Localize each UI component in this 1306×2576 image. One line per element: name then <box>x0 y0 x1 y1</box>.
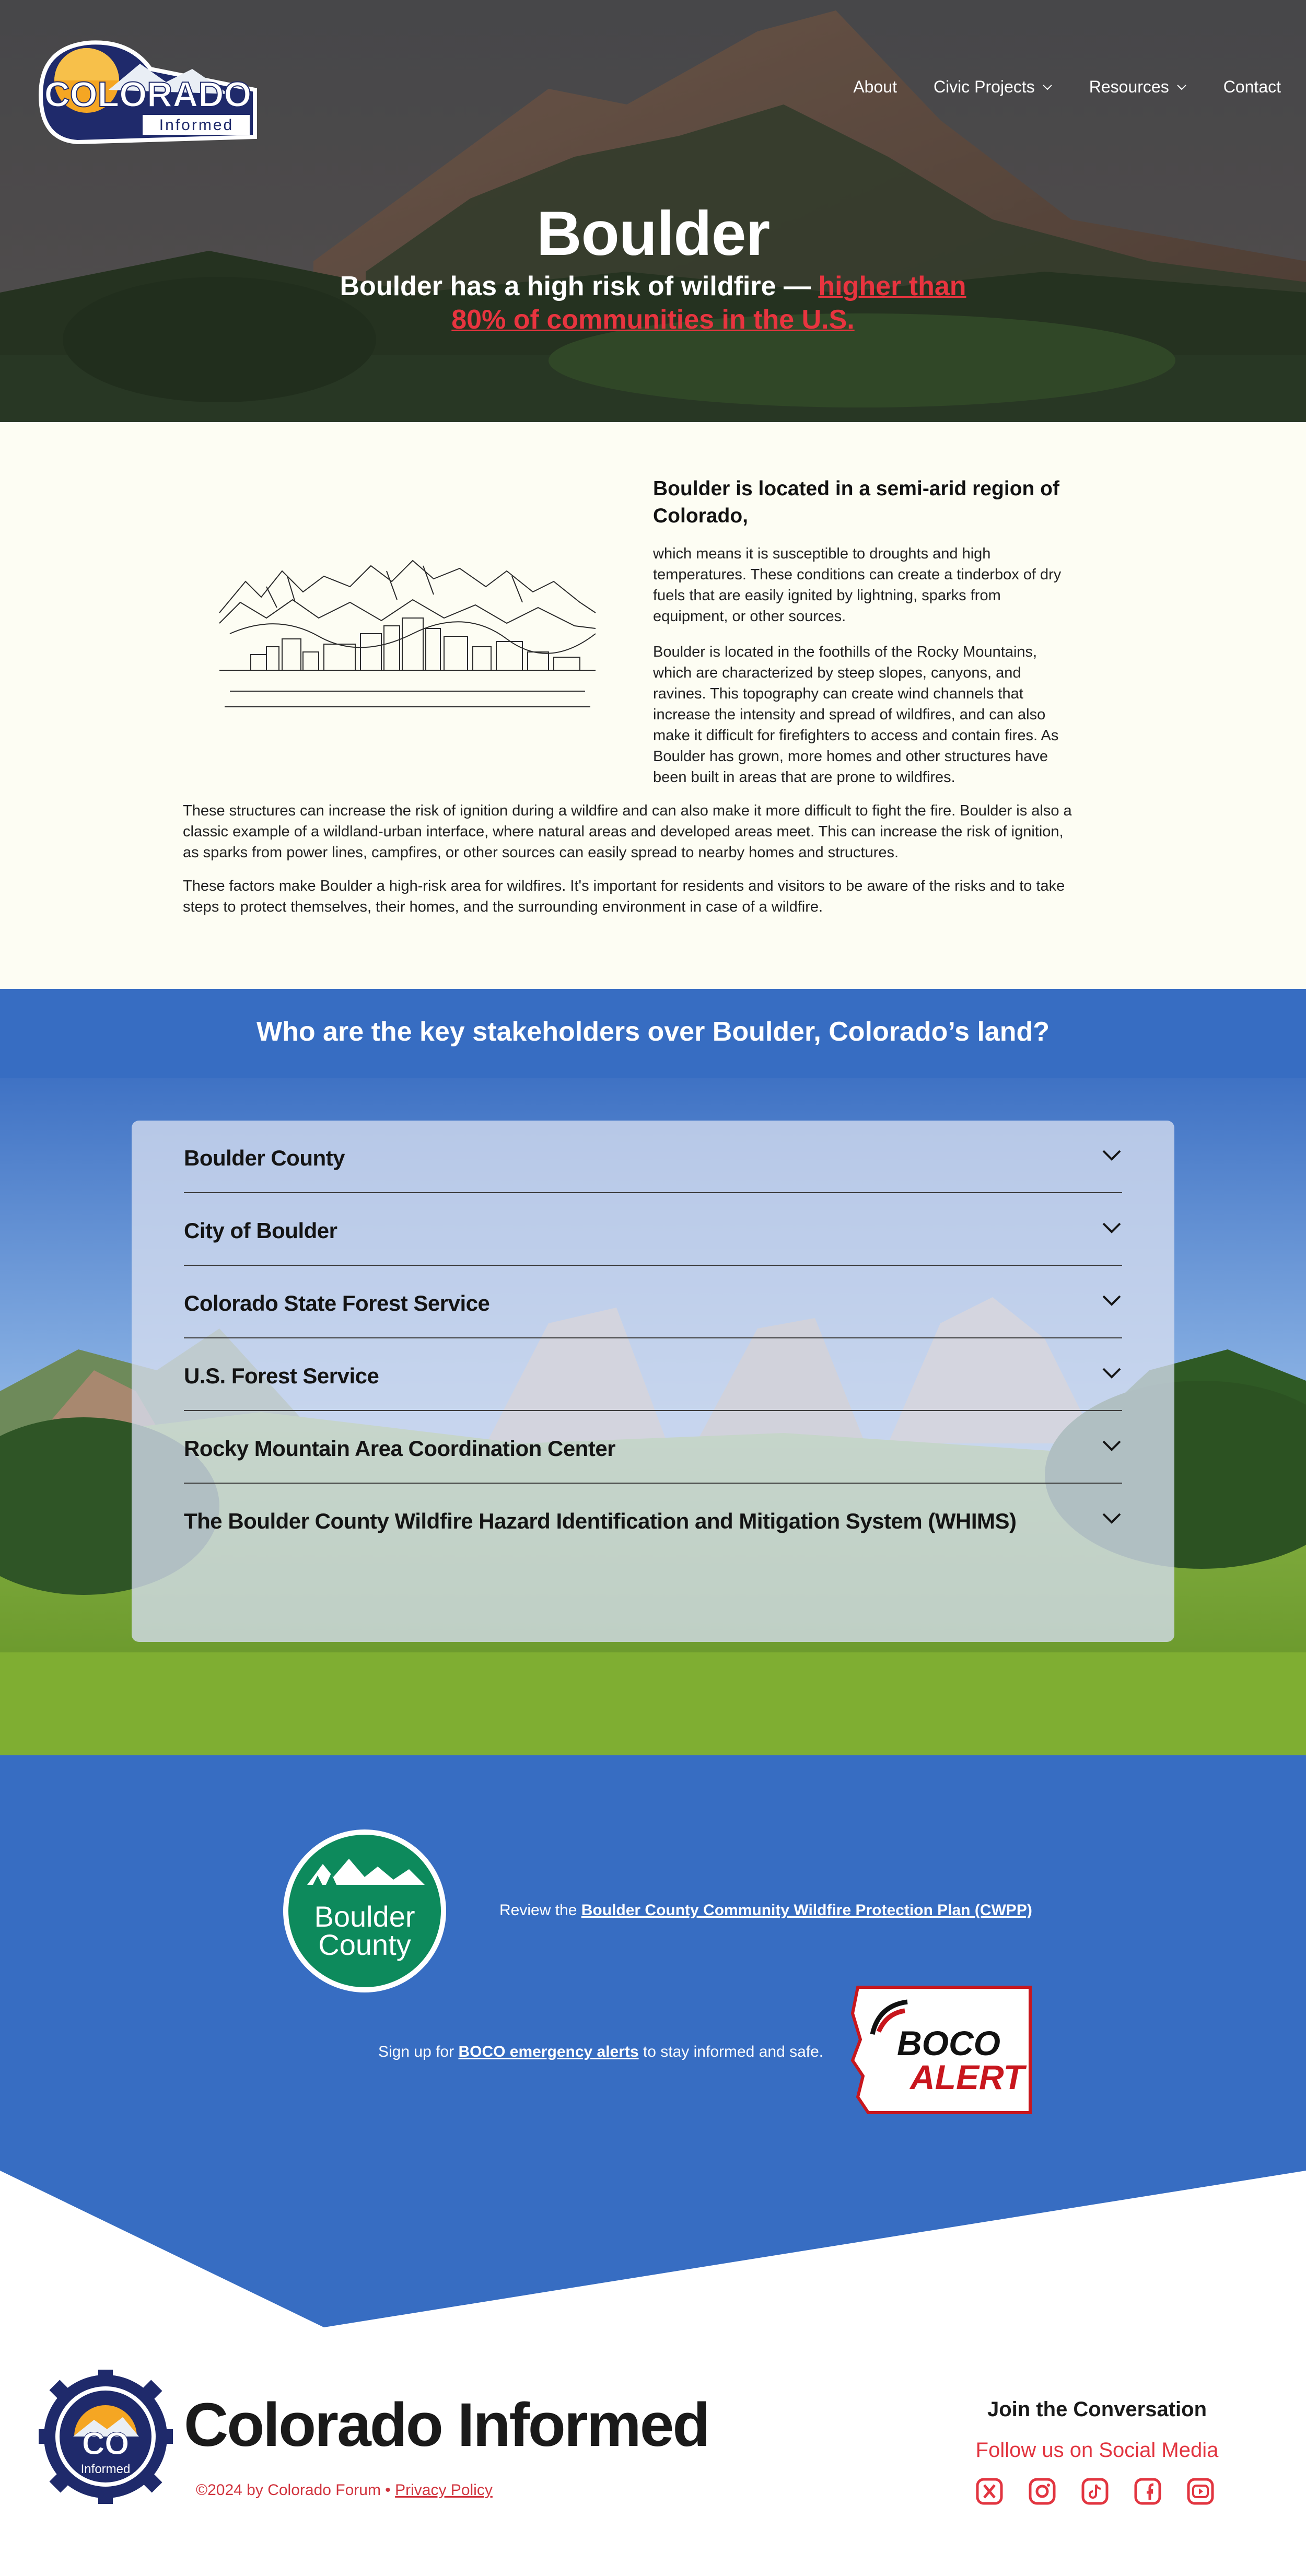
svg-text:ALERT: ALERT <box>910 2058 1024 2096</box>
accordion-item-label: Boulder County <box>184 1146 345 1170</box>
nav-contact[interactable] <box>1223 77 1281 97</box>
chevron-down-icon <box>1101 1220 1122 1235</box>
resources-background <box>0 1755 1306 2330</box>
accordion-item-us-forest-service[interactable] <box>184 1338 1122 1411</box>
accordion-item-label: The Boulder County Wildfire Hazard Identification and Mitigation System (WHIMS) <box>184 1509 1017 1533</box>
boulder-skyline-illustration <box>214 550 601 712</box>
nav-civic-projects-label: Civic Projects <box>933 77 1035 96</box>
alerts-prefix: Sign up for <box>378 2043 459 2060</box>
accordion-item-city-of-boulder[interactable] <box>184 1193 1122 1266</box>
info-paragraph: Boulder is located in the foothills of the Rocky Mountains, which are characterized by steep slopes, canyons, and ravines. This topography can create wind channels that increase the intensity and spread of wildfires, and can also make it difficult for firefighters to access and contain fires. As Boulder has grown, more homes and other structures have been built in areas that are prone to wildfires. <box>653 644 1059 786</box>
copyright-text: ©2024 by Colorado Forum • <box>196 2481 395 2499</box>
svg-text:COLORADO: COLORADO <box>44 75 252 114</box>
svg-text:CO: CO <box>82 2426 129 2461</box>
footer-copyright <box>196 2481 493 2499</box>
accordion-item-csfs[interactable] <box>184 1266 1122 1338</box>
info-paragraph: These factors make Boulder a high-risk area for wildfires. It's important for residents and visitors to be aware of the risks and to take steps to protect themselves, their homes, and the surrounding environment in case of a wildfire. <box>183 878 1065 915</box>
nav-about[interactable] <box>853 77 897 97</box>
main-nav <box>853 77 1281 97</box>
accordion-item-label: Colorado State Forest Service <box>184 1291 490 1315</box>
cwpp-prefix: Review the <box>499 1902 581 1919</box>
hero-subtitle-highlight: higher than 80% of communities in the U.S. <box>451 271 966 335</box>
alerts-suffix: to stay informed and safe. <box>638 2043 824 2060</box>
youtube-icon[interactable] <box>1187 2478 1214 2505</box>
hero-section <box>0 0 1306 422</box>
x-icon[interactable] <box>976 2478 1003 2505</box>
nav-resources-label: Resources <box>1089 77 1169 96</box>
chevron-down-icon <box>1042 84 1053 91</box>
colorado-informed-badge[interactable] <box>37 2368 175 2506</box>
social-links <box>976 2478 1214 2505</box>
stakeholders-header <box>0 989 1306 1078</box>
svg-text:Informed: Informed <box>159 116 234 134</box>
tiktok-icon[interactable] <box>1081 2478 1109 2505</box>
chevron-down-icon <box>1101 1148 1122 1162</box>
hero-subtitle <box>334 270 972 336</box>
nav-civic-projects[interactable] <box>934 77 1053 97</box>
chevron-down-icon <box>1101 1511 1122 1525</box>
svg-text:BOCO: BOCO <box>897 2024 1000 2062</box>
info-section <box>0 422 1306 989</box>
svg-text:Boulder: Boulder <box>314 1900 415 1933</box>
boulder-county-logo[interactable] <box>281 1827 448 1995</box>
svg-text:County: County <box>318 1928 411 1961</box>
nav-resources[interactable] <box>1089 77 1187 97</box>
chevron-down-icon <box>1176 84 1187 91</box>
accordion-item-label: Rocky Mountain Area Coordination Center <box>184 1436 616 1461</box>
chevron-down-icon <box>1101 1366 1122 1380</box>
info-paragraph: These structures can increase the risk of ignition during a wildfire and can also make it more difficult to fight the fire. Boulder is also a classic example of a wildland-urban interface, where natural areas and developed areas meet. This can increase the risk of ignition, as sparks from power lines, campfires, or other sources can easily spread to nearby homes and structures. <box>183 802 1072 861</box>
cwpp-link[interactable]: Boulder County Community Wildfire Protection Plan (CWPP) <box>581 1902 1032 1919</box>
nav-about-label: About <box>853 77 897 96</box>
facebook-icon[interactable] <box>1134 2478 1161 2505</box>
boco-alerts-link[interactable]: BOCO emergency alerts <box>458 2043 639 2060</box>
info-heading: Boulder is located in a semi-arid region of Colorado, <box>653 477 1059 527</box>
nav-contact-label: Contact <box>1223 77 1281 96</box>
footer-brand-name: Colorado Informed <box>184 2391 709 2460</box>
stakeholders-title: Who are the key stakeholders over Boulder, Colorado’s land? <box>256 1017 1050 1047</box>
chevron-down-icon <box>1101 1438 1122 1453</box>
privacy-policy-link[interactable]: Privacy Policy <box>395 2481 493 2499</box>
accordion-item-rmacc[interactable] <box>184 1411 1122 1484</box>
chevron-down-icon <box>1101 1293 1122 1308</box>
follow-social-text: Follow us on Social Media <box>975 2439 1219 2462</box>
hero-subtitle-text: Boulder has a high risk of wildfire — <box>340 271 819 301</box>
cwpp-line <box>499 1902 1032 1919</box>
accordion-item-whims[interactable] <box>184 1484 1122 1556</box>
instagram-icon[interactable] <box>1029 2478 1056 2505</box>
join-conversation-heading: Join the Conversation <box>987 2398 1207 2421</box>
page-title: Boulder <box>536 199 770 269</box>
svg-text:Informed: Informed <box>80 2462 131 2476</box>
alerts-line <box>378 2043 823 2061</box>
accordion-item-label: City of Boulder <box>184 1218 337 1243</box>
stakeholders-accordion <box>132 1121 1174 1642</box>
accordion-item-label: U.S. Forest Service <box>184 1363 379 1388</box>
accordion-item-boulder-county[interactable] <box>184 1121 1122 1193</box>
resources-section <box>0 1755 1306 2330</box>
boco-alert-logo[interactable] <box>847 1982 1039 2119</box>
info-paragraph: which means it is susceptible to droughts and high temperatures. These conditions can create a tinderbox of dry fuels that are easily ignited by lightning, sparks from equipment, or other sources. <box>653 545 1062 625</box>
colorado-informed-logo[interactable] <box>30 32 265 146</box>
